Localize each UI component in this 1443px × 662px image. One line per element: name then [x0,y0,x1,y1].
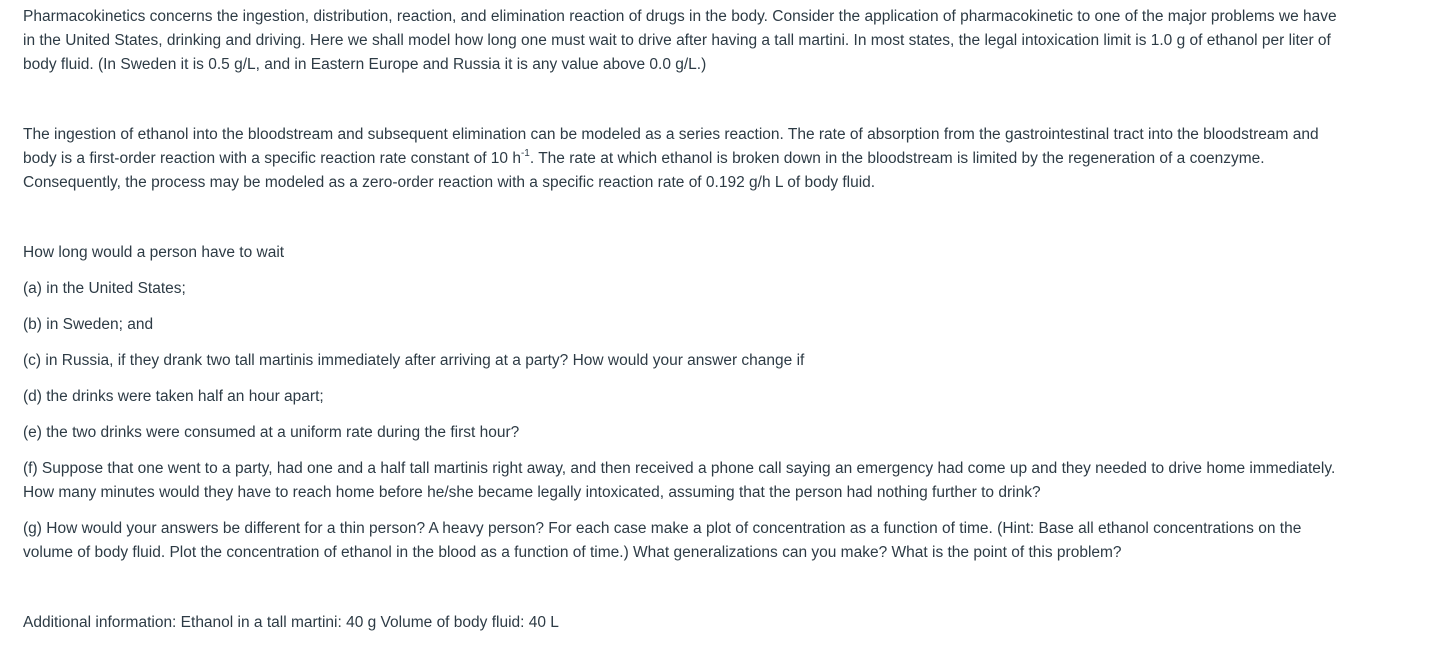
part-f: (f) Suppose that one went to a party, had one and a half tall martinis right away, and then received a phone call saying an emergency had come up and they needed to drive home immediately. How many minutes would they have to reach home before he/she became legally intoxicated, assuming that the person had nothing further to drink? [23,460,1336,501]
question-stem: How long would a person have to wait [23,244,285,261]
part-e: (e) the two drinks were consumed at a uniform rate during the first hour? [23,424,520,441]
rate-exponent: -1 [520,147,530,159]
model-paragraph [23,123,1343,195]
part-a: (a) in the United States; [23,280,186,297]
intro-paragraph: Pharmacokinetics concerns the ingestion, distribution, reaction, and elimination reaction of drugs in the body. Consider the application of pharmacokinetic to one of the major problems we have in the United States, drinking and driving. Here we shall model how long one must wait to drive after having a tall martini. In most states, the legal intoxication limit is 1.0 g of ethanol per liter of body fluid. (In Sweden it is 0.5 g/L, and in Eastern Europe and Russia it is any value above 0.0 g/L.) [23,8,1337,73]
part-c: (c) in Russia, if they drank two tall martinis immediately after arriving at a party? How would your answer change if [23,352,805,369]
problem-statement [23,5,1343,635]
part-d: (d) the drinks were taken half an hour apart; [23,388,324,405]
model-text-start: The ingestion of ethanol into the bloodstream and subsequent elimination can be modeled as a series reaction. The rate of absorption from the gastrointestinal tract into the bloodstream and body is a first-order reaction with a specific reaction rate constant of 10 h [23,126,1319,167]
part-g: (g) How would your answers be different for a thin person? A heavy person? For each case make a plot of concentration as a function of time. (Hint: Base all ethanol concentrations on the volume of body fluid. Plot the concentration of ethanol in the blood as a function of time.) What generalizations can you make? What is the point of this problem? [23,520,1302,561]
model-text-end: . The rate at which ethanol is broken down in the bloodstream is limited by the regeneration of a coenzyme. Consequently, the process may be modeled as a zero-order reaction with a specific reaction rate of 0.192 g/h L of body fluid. [23,150,1265,191]
additional-information: Additional information: Ethanol in a tall martini: 40 g Volume of body fluid: 40 L [23,614,559,631]
part-b: (b) in Sweden; and [23,316,154,333]
